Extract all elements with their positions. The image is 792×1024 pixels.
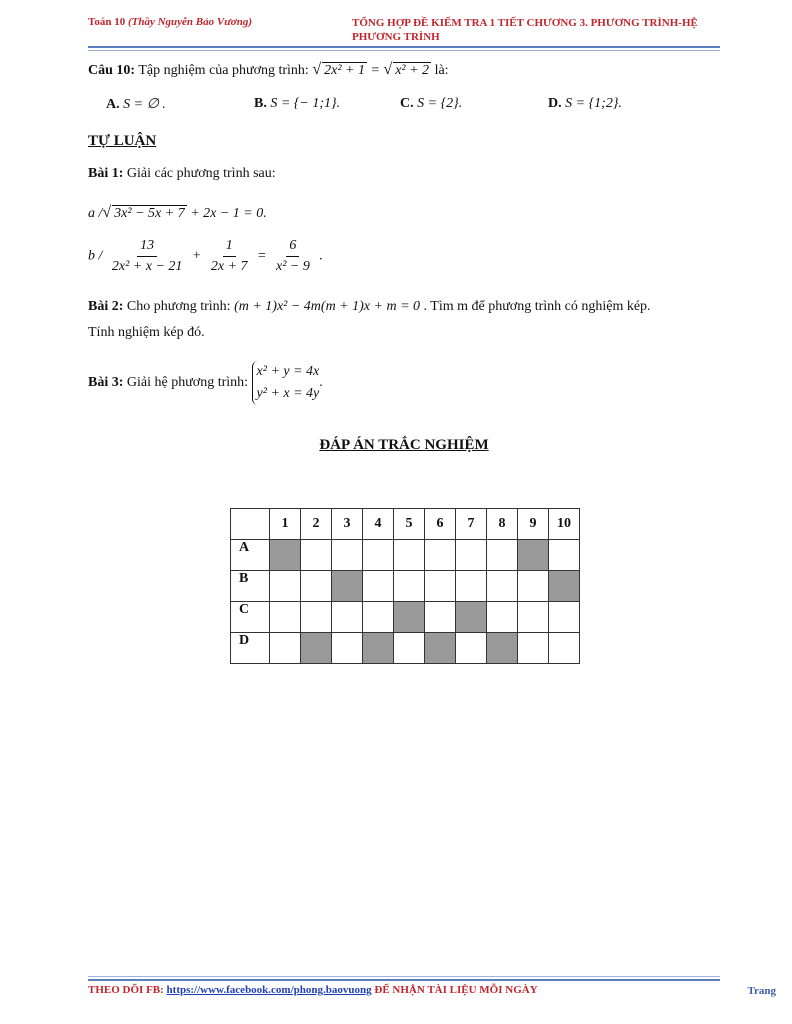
grid-cell [332,571,363,602]
bai1b-equation: b / $\frac{13}{\text{2x² + x − 21}}$ + $\frac{1}{2x + 7}$ = $\frac{6}{\text{x² − 9}}$ . [88,238,323,274]
option-d: D. S = {1;2}. [548,96,622,111]
grid-row-label: B [231,571,270,602]
grid-cell [332,602,363,633]
grid-row-c [231,602,580,633]
grid-cell [487,633,518,664]
question-10-text: Tập nghiệm của phương trình: [138,63,309,78]
grid-row-label: A [231,540,270,571]
grid-cell [518,540,549,571]
footer-divider-thin [88,976,720,977]
grid-cell [518,602,549,633]
answer-key-title: ĐÁP ÁN TRẮC NGHIỆM [319,437,489,453]
grid-cell [425,571,456,602]
grid-column-header: 2 [301,509,332,540]
facebook-link[interactable]: https://www.facebook.com/phong.baovuong [166,984,372,996]
option-b: B. S = {− 1;1}. [254,96,341,111]
fraction-1: $\frac{13}{\text{2x² + x − 21}}$ [111,238,183,274]
grid-cell [487,540,518,571]
grid-cell [549,540,580,571]
grid-cell [394,571,425,602]
option-c: C. S = {2}. [400,96,463,111]
grid-cell [270,571,301,602]
bai1-prompt: Bài 1: Giải các phương trình sau: [88,166,276,181]
header-divider-thin [88,50,720,51]
bai2-equation: (m + 1)x² − 4m(m + 1)x + m = 0 [234,299,421,314]
grid-cell [425,633,456,664]
grid-row-b [231,571,580,602]
grid-cell [549,602,580,633]
grid-cell [363,571,394,602]
footer-text: THEO DÕI FB: https://www.facebook.com/phong.baovuong ĐỂ NHẬN TÀI LIỆU MỖI NGÀY [88,984,538,996]
grid-cell [332,540,363,571]
grid-cell [394,602,425,633]
grid-cell [363,602,394,633]
grid-cell [456,602,487,633]
page-label: Trang [747,985,776,997]
grid-cell [456,633,487,664]
grid-cell [363,633,394,664]
option-a: A. S = ∅ . [106,97,166,112]
grid-cell [518,633,549,664]
essay-heading: TỰ LUẬN [88,133,157,149]
bai3-prompt: Bài 3: Giải hệ phương trình: x² + y = 4x y² + x = 4y. [88,361,323,405]
grid-cell [425,602,456,633]
grid-cell [301,602,332,633]
question-10-tail: là: [434,63,449,78]
grid-column-header: 8 [487,509,518,540]
grid-cell [301,540,332,571]
header-subject: Toán 10 [88,16,126,28]
grid-cell [456,540,487,571]
grid-column-header: 1 [270,509,301,540]
grid-cell [332,633,363,664]
header-divider [88,46,720,48]
question-10-label: Câu 10: [88,63,136,78]
grid-header-row [231,509,580,540]
grid-cell [270,633,301,664]
grid-column-header: 5 [394,509,425,540]
grid-column-header: 3 [332,509,363,540]
grid-cell [549,633,580,664]
grid-column-header: 7 [456,509,487,540]
footer-divider [88,979,720,981]
grid-column-header: 10 [549,509,580,540]
grid-cell [456,571,487,602]
header-left [88,16,252,28]
grid-corner [231,509,270,540]
question-10 [88,61,449,79]
grid-cell [394,540,425,571]
question-10-equation: √ 2x² + 1 = √ x² + 2 [312,61,430,78]
answer-grid [230,508,580,664]
grid-row-label: C [231,602,270,633]
grid-column-header: 9 [518,509,549,540]
grid-cell [549,571,580,602]
bai1a-equation: a /√ 3x² − 5x + 7 + 2x − 1 = 0. [88,204,267,221]
fraction-3: $\frac{6}{\text{x² − 9}}$ [276,238,310,274]
grid-row-label: D [231,633,270,664]
grid-cell [270,602,301,633]
grid-cell [425,540,456,571]
header-title: TỔNG HỢP ĐỀ KIỂM TRA 1 TIẾT CHƯƠNG 3. PHƯƠNG TRÌNH-HỆ PHƯƠNG TRÌNH [352,17,698,43]
fraction-2: $\frac{1}{2x + 7}$ [210,238,248,274]
grid-cell [518,571,549,602]
grid-column-header: 4 [363,509,394,540]
bai2-prompt: Bài 2: Cho phương trình: (m + 1)x² − 4m(m + 1)x + m = 0 . Tìm m để phương trình có nghiệm kép. [88,299,651,314]
grid-cell [487,602,518,633]
grid-cell [301,571,332,602]
grid-cell [394,633,425,664]
grid-cell [270,540,301,571]
grid-cell [363,540,394,571]
grid-row-a [231,540,580,571]
grid-row-d [231,633,580,664]
header-author: (Thầy Nguyễn Bảo Vương) [127,16,252,28]
grid-column-header: 6 [425,509,456,540]
bai3-system: x² + y = 4x y² + x = 4y [252,361,320,405]
grid-cell [301,633,332,664]
grid-cell [487,571,518,602]
bai2-line2: Tính nghiệm kép đó. [88,325,205,340]
